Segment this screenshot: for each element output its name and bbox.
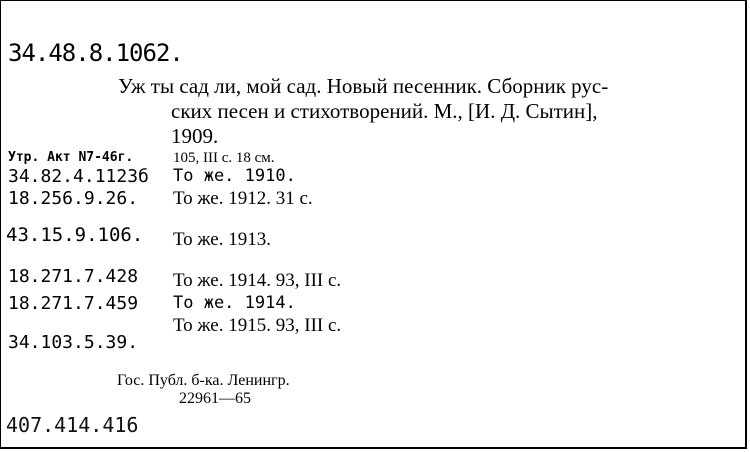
row-text-2: То же. 1912. 31 с. xyxy=(173,188,313,209)
library-name: Гос. Публ. б-ка. Ленингр. xyxy=(117,372,290,389)
row-shelfmark-6: 34.103.5.39. xyxy=(8,332,139,353)
row-text-1: То же. 1910. xyxy=(173,166,296,186)
bottom-handwritten-numbers: 407.414.416 xyxy=(6,413,139,437)
title-line-3: 1909. xyxy=(171,124,219,148)
main-shelfmark: 34.48.8.1062. xyxy=(8,39,183,67)
title-entry xyxy=(118,74,738,149)
row-shelfmark-1: 34.82.4.1123б xyxy=(8,166,149,187)
row-shelfmark-3: 43.15.9.106. xyxy=(6,224,144,246)
row-text-6: То же. 1915. 93, III с. xyxy=(173,315,342,336)
card-number: 22961—65 xyxy=(179,390,251,407)
title-line-2: ских песен и стихотворений. М., [И. Д. Сытин], xyxy=(171,99,598,123)
row-shelfmark-2: 18.256.9.26. xyxy=(8,188,139,209)
row-text-0: 105, III с. 18 см. xyxy=(173,150,275,166)
library-stamp xyxy=(117,372,290,408)
title-line-1: Уж ты сад ли, мой сад. Новый песенник. Сборник рус- xyxy=(118,74,609,98)
row-shelfmark-5: 18.271.7.459 xyxy=(8,293,139,314)
row-shelfmark-0: Утр. Акт N7-46г. xyxy=(8,150,134,165)
row-text-3: То же. 1913. xyxy=(173,229,271,250)
row-text-4: То же. 1914. 93, III с. xyxy=(173,270,342,291)
row-text-5: То же. 1914. xyxy=(173,293,296,313)
row-shelfmark-4: 18.271.7.428 xyxy=(8,266,139,287)
